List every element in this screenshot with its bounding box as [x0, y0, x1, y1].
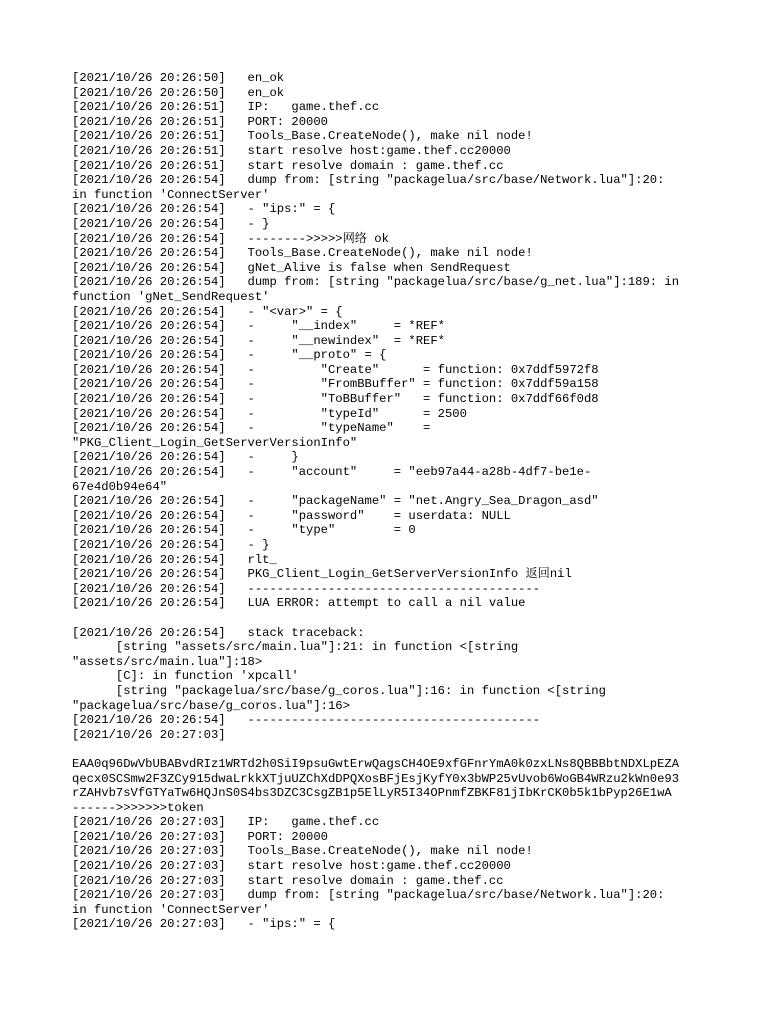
log-line: [string "packagelua/src/base/g_coros.lua"]:16: in function <[string [72, 683, 606, 698]
log-line: [2021/10/26 20:26:54] - "<var>" = { [72, 304, 343, 319]
log-line: "PKG_Client_Login_GetServerVersionInfo" [72, 435, 358, 450]
log-line: qecx0SCSmw2F3ZCy915dwaLrkkXTjuUZChXdDPQXosBFjEsjKyfY0x3bWP25vUvob6WoGB4WRzu2kWn0e93 [72, 771, 680, 786]
log-line: [2021/10/26 20:26:54] - "__proto" = { [72, 348, 387, 363]
log-line: in function 'ConnectServer' [72, 902, 270, 917]
log-line: [2021/10/26 20:26:54] - "type" = 0 [72, 523, 416, 538]
log-line: function 'gNet_SendRequest' [72, 289, 270, 304]
log-line: [2021/10/26 20:26:54] - } [72, 216, 270, 231]
log-line: [2021/10/26 20:26:54] - "Create" = function: 0x7ddf5972f8 [72, 362, 599, 377]
log-line: [2021/10/26 20:26:54] - "ips:" = { [72, 202, 336, 217]
log-line: ------>>>>>>>token [72, 800, 204, 815]
log-line: [2021/10/26 20:27:03] start resolve host:game.thef.cc20000 [72, 859, 511, 874]
log-line: [2021/10/26 20:26:54] - "__index" = *REF* [72, 319, 445, 334]
log-line: rZAHvb7sVfGTYaTw6HQJnS0S4bs3DZC3CsgZB1p5ElLyR5I34OPnmfZBKF81jIbKrCK0b5k1bPyp26E1wA [72, 786, 672, 801]
log-document [72, 71, 702, 932]
log-line: [2021/10/26 20:27:03] [72, 727, 226, 742]
log-line: [C]: in function 'xpcall' [72, 669, 299, 684]
log-line: [2021/10/26 20:26:54] Tools_Base.CreateNode(), make nil node! [72, 246, 533, 261]
log-line: [2021/10/26 20:26:54] - "__newindex" = *REF* [72, 333, 445, 348]
log-line: [2021/10/26 20:26:54] - } [72, 450, 299, 465]
log-line: [2021/10/26 20:26:54] ---------------------------------------- [72, 713, 541, 728]
log-line: [2021/10/26 20:26:54] - "typeName" = [72, 421, 431, 436]
log-line: [2021/10/26 20:26:54] - "packageName" = "net.Angry_Sea_Dragon_asd" [72, 494, 599, 509]
log-line: [2021/10/26 20:26:54] - "account" = "eeb97a44-a28b-4df7-be1e- [72, 465, 592, 480]
log-line: 67e4d0b94e64" [72, 479, 168, 494]
log-line: "assets/src/main.lua"]:18> [72, 654, 263, 669]
log-line: [2021/10/26 20:26:54] LUA ERROR: attempt to call a nil value [72, 596, 526, 611]
log-line: EAA0q96DwVbUBABvdRIz1WRTd2h0SiI9psuGwtErwQagsCH4OE9xfGFnrYmA0k0zxLNs8QBBBbtNDXLpEZA [72, 756, 680, 771]
log-line: in function 'ConnectServer' [72, 187, 270, 202]
log-line: [2021/10/26 20:27:03] - "ips:" = { [72, 917, 336, 932]
log-line: [2021/10/26 20:26:54] - "password" = userdata: NULL [72, 508, 511, 523]
log-line: [2021/10/26 20:26:54] - } [72, 538, 270, 552]
log-line: [2021/10/26 20:26:51] Tools_Base.CreateNode(), make nil node! [72, 129, 533, 144]
log-line: [2021/10/26 20:26:54] gNet_Alive is false when SendRequest [72, 260, 511, 275]
blank-line [72, 742, 702, 757]
log-line: "packagelua/src/base/g_coros.lua"]:16> [72, 698, 350, 713]
log-line: [2021/10/26 20:27:03] start resolve domain : game.thef.cc [72, 873, 504, 888]
log-line: [string "assets/src/main.lua"]:21: in function <[string [72, 640, 519, 655]
log-line: [2021/10/26 20:26:54] rlt_ [72, 552, 277, 567]
log-line: [2021/10/26 20:26:54] -------->>>>>网络 ok [72, 231, 389, 246]
log-line: [2021/10/26 20:26:54] PKG_Client_Login_GetServerVersionInfo 返回nil [72, 567, 572, 582]
log-line: [2021/10/26 20:27:03] Tools_Base.CreateNode(), make nil node! [72, 844, 533, 859]
log-line: [2021/10/26 20:27:03] IP: game.thef.cc [72, 815, 380, 830]
blank-line [72, 611, 702, 626]
log-line: [2021/10/26 20:26:54] - "ToBBuffer" = function: 0x7ddf66f0d8 [72, 392, 599, 407]
log-line: [2021/10/26 20:26:54] - "typeId" = 2500 [72, 406, 467, 421]
log-line: [2021/10/26 20:26:54] ---------------------------------------- [72, 581, 541, 596]
log-line: [2021/10/26 20:26:54] dump from: [string "packagelua/src/base/g_net.lua"]:189: in [72, 275, 680, 290]
log-body [72, 71, 702, 932]
log-line: [2021/10/26 20:26:51] IP: game.thef.cc [72, 100, 380, 115]
log-line: [2021/10/26 20:26:50] en_ok [72, 85, 285, 100]
log-line: [2021/10/26 20:26:54] - "FromBBuffer" = function: 0x7ddf59a158 [72, 377, 599, 392]
log-line: [2021/10/26 20:26:51] start resolve domain : game.thef.cc [72, 158, 504, 173]
log-line: [2021/10/26 20:26:51] start resolve host:game.thef.cc20000 [72, 143, 511, 158]
log-line: [2021/10/26 20:26:54] dump from: [string "packagelua/src/base/Network.lua"]:20: [72, 173, 665, 188]
log-line: [2021/10/26 20:26:50] en_ok [72, 71, 285, 85]
log-line: [2021/10/26 20:26:54] stack traceback: [72, 625, 365, 640]
log-line: [2021/10/26 20:26:51] PORT: 20000 [72, 114, 328, 129]
log-line: [2021/10/26 20:27:03] dump from: [string "packagelua/src/base/Network.lua"]:20: [72, 888, 665, 903]
log-line: [2021/10/26 20:27:03] PORT: 20000 [72, 829, 328, 844]
